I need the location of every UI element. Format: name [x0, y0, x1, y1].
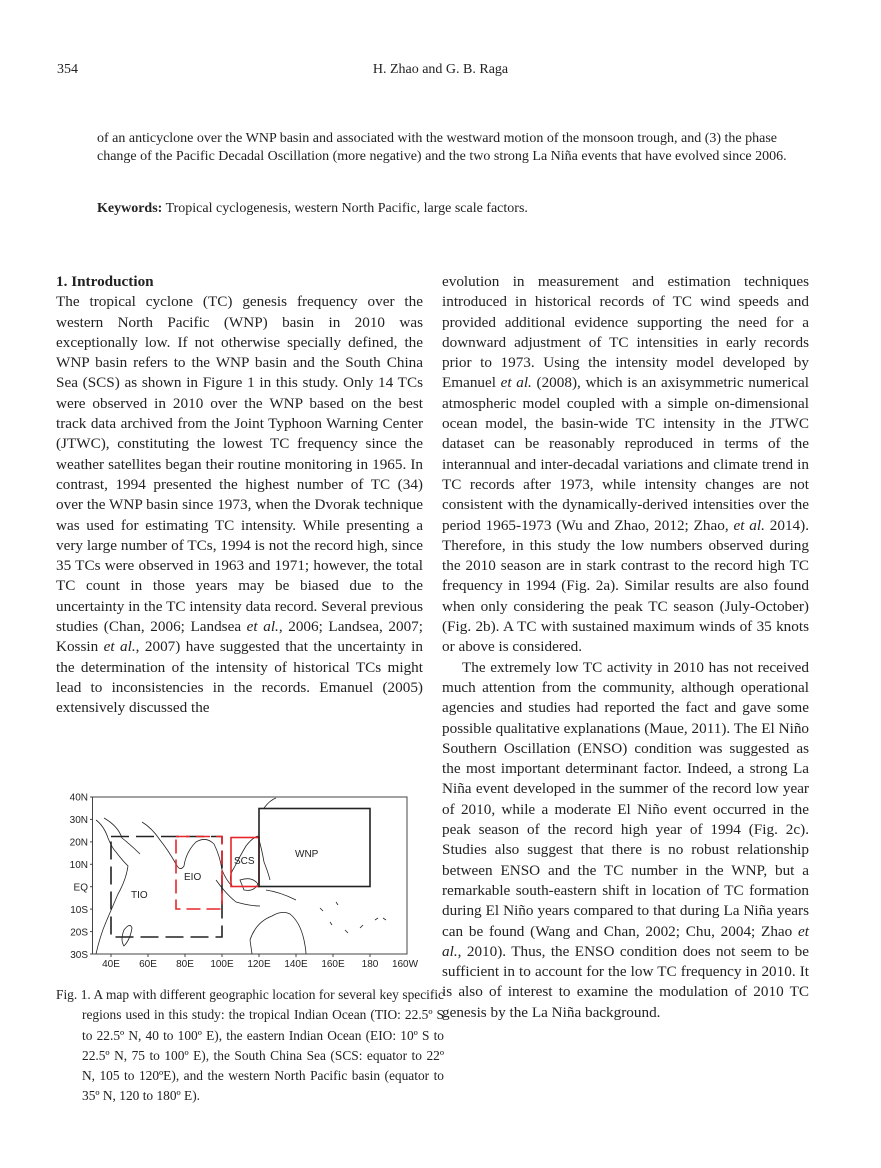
- svg-text:160E: 160E: [321, 959, 345, 970]
- page-number: 354: [57, 62, 78, 77]
- svg-text:20N: 20N: [69, 837, 88, 849]
- coastlines: [96, 798, 386, 954]
- running-head-authors: H. Zhao and G. B. Raga: [372, 62, 509, 77]
- svg-text:60E: 60E: [139, 959, 157, 970]
- svg-text:40E: 40E: [102, 959, 120, 970]
- left-column: [56, 272, 423, 719]
- svg-text:140E: 140E: [284, 959, 308, 970]
- map-frame: [93, 797, 408, 954]
- y-axis: [70, 793, 89, 962]
- keywords-label: Keywords:: [97, 201, 163, 216]
- wnp-label: WNP: [295, 849, 319, 860]
- paragraph: The tropical cyclone (TC) genesis frequency over the western North Pacific (WNP) basin in 2010 was exceptionally low. If not otherwise specially defined, the WNP basin refers to the WNP basin and the South China Sea (SCS) as shown in Figure 1 in this study. Only 14 TCs were observed in 2010 over the WNP based on the best track data archived from the Joint Typhoon Warning Center (JTWC), constituting the lowest TC frequency since the weather satellites began their routine monitoring in 1965. In contrast, 1994 presented the highest number of TC (34) over the WNP basin since 1973, when the Dvorak technique was used for estimating TC intensity. While presenting a very large number of TCs, 1994 is not the record high, since 35 TCs were observed in 1963 and 1971; however, the total TC count in those years may be biased due to the uncertainty in the TC intensity data record. Several previous studies (Chan, 2006; Landsea et al., 2006; Landsea, 2007; Kossin et al., 2007) have suggested that the uncertainty in the determination of the intensity of historical TCs might lead to inconsistencies in the records. Emanuel (2005) extensively discussed the: [56, 293, 423, 717]
- figure-1-map: [56, 790, 428, 975]
- svg-text:100E: 100E: [210, 959, 234, 970]
- svg-text:80E: 80E: [176, 959, 194, 970]
- keywords-text: Tropical cyclogenesis, western North Pacific, large scale factors.: [162, 201, 528, 216]
- paragraph: The extremely low TC activity in 2010 has not received much attention from the community, although operational agencies and studies had reported the fact and gave some possible qualitative explanations (Maue, 2011). The El Niño Southern Oscillation (ENSO) condition was suggested as the most important determinant factor. Indeed, a strong La Niña event developed in the summer of the record low year of 2010, while a moderate El Niño event occurred in the peak season of the record high year of 1994 (Fig. 2c). Studies also suggest that there is no robust relationship between ENSO and the TC number in the WNP, but a remarkable south-eastern shift in location of TC formation during El Niño years compared to that during La Niña years can be found (Wang and Chan, 2002; Chu, 2004; Zhao et al., 2010). Thus, the ENSO condition does not seem to be sufficient in to account for the low TC frequency in 2010. It is also of interest to examine the modulation of 2010 TC genesis by the La Niña background.: [442, 658, 809, 1021]
- svg-text:10S: 10S: [70, 905, 88, 916]
- figure-1-caption: Fig. 1. A map with different geographic location for several key specific regions used in this study: the tropical Indian Ocean (TIO: 22.5º S to 22.5º N, 40 to 100º E), the eastern Indian Ocean (EIO: 10º S to 22.5º N, 75 to 100º E), the South China Sea (SCS: equator to 22º N, 105 to 120ºE), and the western North Pacific basin (equator to 35º N, 120 to 180º E).: [56, 987, 444, 1104]
- svg-text:160W: 160W: [391, 959, 419, 970]
- svg-text:20S: 20S: [70, 927, 88, 939]
- svg-text:30S: 30S: [70, 950, 88, 961]
- right-column: [442, 272, 809, 1023]
- svg-text:120E: 120E: [247, 959, 271, 970]
- tio-label: TIO: [131, 890, 148, 901]
- svg-text:10N: 10N: [69, 860, 88, 871]
- wnp-region-box: [259, 809, 370, 887]
- section-heading: 1. Introduction: [56, 273, 154, 290]
- keywords: [97, 200, 797, 218]
- svg-text:30N: 30N: [69, 815, 88, 826]
- tio-region-box: [111, 837, 222, 938]
- svg-text:EQ: EQ: [73, 882, 88, 894]
- svg-text:180: 180: [361, 959, 379, 970]
- abstract-tail: of an anticyclone over the WNP basin and associated with the westward motion of the monsoon trough, and (3) the phase change of the Pacific Decadal Oscillation (more negative) and the two strong La Niña events that have evolved since 2006.: [97, 131, 787, 164]
- scs-label: SCS: [234, 856, 255, 867]
- paragraph: evolution in measurement and estimation techniques introduced in historical records of TC wind speeds and provided additional evidence supporting the need for a downward adjustment of TC intensities in early records prior to 1973. Using the intensity model developed by Emanuel et al. (2008), which is an axisymmetric numerical atmospheric model coupled with a simple on-dimensional ocean model, the basin-wide TC intensity in the JTWC dataset can be reasonably reproduced in terms of the interannual and inter-decadal variations and climate trend in TC records after 1973, while intensity changes are not consistent with the dynamically-derived intensities over the period 1965-1973 (Wu and Zhao, 2012; Zhao, et al. 2014). Therefore, in this study the low numbers observed during the 2010 season are in stark contrast to the record high TC frequency in 1994 (Fig. 2a). Similar results are also found when only considering the peak TC season (July-October) (Fig. 2b). A TC with sustained maximum winds of 35 knots or above is considered.: [442, 273, 810, 656]
- eio-label: EIO: [184, 872, 202, 883]
- svg-text:40N: 40N: [69, 792, 88, 804]
- x-axis: [102, 959, 419, 970]
